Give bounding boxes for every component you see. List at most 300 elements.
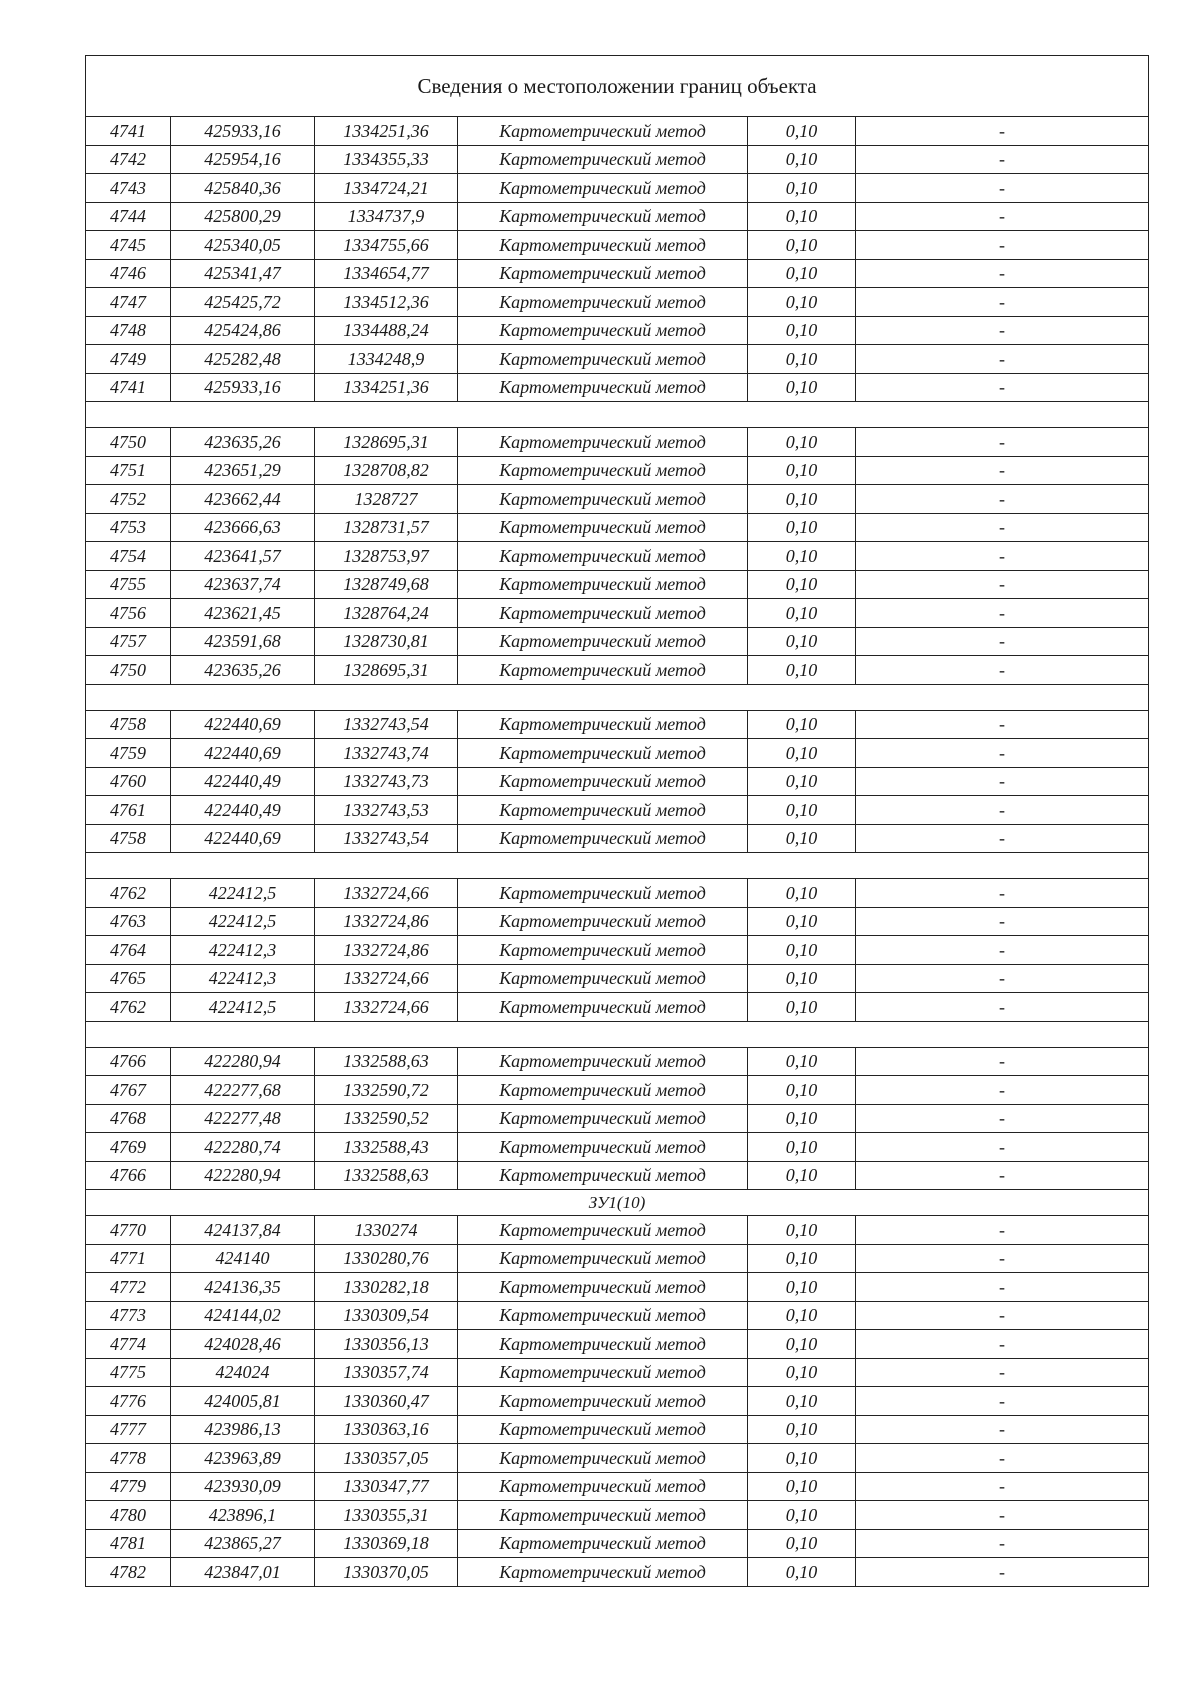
accuracy-cell: 0,10 — [748, 739, 856, 768]
accuracy-cell: 0,10 — [748, 202, 856, 231]
table-row — [86, 824, 1149, 853]
x-coordinate-cell: 423635,26 — [171, 428, 315, 457]
note-cell: - — [856, 288, 1149, 317]
point-id-cell: 4741 — [86, 373, 171, 402]
accuracy-cell: 0,10 — [748, 1558, 856, 1587]
x-coordinate-cell: 422412,3 — [171, 964, 315, 993]
method-cell: Картометрический метод — [458, 1244, 748, 1273]
y-coordinate-cell: 1332743,73 — [315, 767, 458, 796]
note-cell: - — [856, 879, 1149, 908]
method-cell: Картометрический метод — [458, 316, 748, 345]
table-row — [86, 1444, 1149, 1473]
separator-row — [86, 402, 1149, 428]
note-cell: - — [856, 1358, 1149, 1387]
table-row — [86, 570, 1149, 599]
note-cell: - — [856, 936, 1149, 965]
table-row — [86, 1387, 1149, 1416]
y-coordinate-cell: 1328753,97 — [315, 542, 458, 571]
point-id-cell: 4750 — [86, 428, 171, 457]
table-row — [86, 710, 1149, 739]
table-row — [86, 485, 1149, 514]
x-coordinate-cell: 422440,69 — [171, 824, 315, 853]
note-cell: - — [856, 542, 1149, 571]
table-row — [86, 259, 1149, 288]
y-coordinate-cell: 1332724,66 — [315, 964, 458, 993]
method-cell: Картометрический метод — [458, 231, 748, 260]
method-cell: Картометрический метод — [458, 456, 748, 485]
table-row — [86, 1558, 1149, 1587]
separator-cell — [86, 1021, 1149, 1047]
accuracy-cell: 0,10 — [748, 824, 856, 853]
accuracy-cell: 0,10 — [748, 936, 856, 965]
accuracy-cell: 0,10 — [748, 767, 856, 796]
point-id-cell: 4756 — [86, 599, 171, 628]
note-cell: - — [856, 345, 1149, 374]
note-cell: - — [856, 964, 1149, 993]
point-id-cell: 4758 — [86, 824, 171, 853]
y-coordinate-cell: 1328727 — [315, 485, 458, 514]
x-coordinate-cell: 423635,26 — [171, 656, 315, 685]
x-coordinate-cell: 422280,94 — [171, 1047, 315, 1076]
note-cell: - — [856, 373, 1149, 402]
method-cell: Картометрический метод — [458, 964, 748, 993]
note-cell: - — [856, 1047, 1149, 1076]
accuracy-cell: 0,10 — [748, 456, 856, 485]
x-coordinate-cell: 422412,5 — [171, 879, 315, 908]
document-title: Сведения о местоположении границ объекта — [86, 56, 1149, 117]
point-id-cell: 4767 — [86, 1076, 171, 1105]
y-coordinate-cell: 1330309,54 — [315, 1301, 458, 1330]
y-coordinate-cell: 1330357,05 — [315, 1444, 458, 1473]
method-cell: Картометрический метод — [458, 1387, 748, 1416]
point-id-cell: 4744 — [86, 202, 171, 231]
method-cell: Картометрический метод — [458, 796, 748, 825]
x-coordinate-cell: 425341,47 — [171, 259, 315, 288]
method-cell: Картометрический метод — [458, 202, 748, 231]
x-coordinate-cell: 425282,48 — [171, 345, 315, 374]
accuracy-cell: 0,10 — [748, 1387, 856, 1416]
x-coordinate-cell: 424028,46 — [171, 1330, 315, 1359]
x-coordinate-cell: 424005,81 — [171, 1387, 315, 1416]
table-row — [86, 627, 1149, 656]
accuracy-cell: 0,10 — [748, 1501, 856, 1530]
note-cell: - — [856, 1244, 1149, 1273]
x-coordinate-cell: 424137,84 — [171, 1216, 315, 1245]
table-row — [86, 145, 1149, 174]
method-cell: Картометрический метод — [458, 117, 748, 146]
table-row — [86, 1529, 1149, 1558]
accuracy-cell: 0,10 — [748, 1301, 856, 1330]
note-cell: - — [856, 767, 1149, 796]
accuracy-cell: 0,10 — [748, 1273, 856, 1302]
method-cell: Картометрический метод — [458, 1273, 748, 1302]
table-row — [86, 767, 1149, 796]
note-cell: - — [856, 1301, 1149, 1330]
note-cell: - — [856, 739, 1149, 768]
accuracy-cell: 0,10 — [748, 345, 856, 374]
method-cell: Картометрический метод — [458, 145, 748, 174]
table-row — [86, 1133, 1149, 1162]
x-coordinate-cell: 422440,49 — [171, 767, 315, 796]
separator-row — [86, 853, 1149, 879]
note-cell: - — [856, 1104, 1149, 1133]
accuracy-cell: 0,10 — [748, 373, 856, 402]
y-coordinate-cell: 1332590,52 — [315, 1104, 458, 1133]
x-coordinate-cell: 422412,5 — [171, 907, 315, 936]
y-coordinate-cell: 1334737,9 — [315, 202, 458, 231]
y-coordinate-cell: 1334512,36 — [315, 288, 458, 317]
accuracy-cell: 0,10 — [748, 710, 856, 739]
table-row — [86, 1501, 1149, 1530]
accuracy-cell: 0,10 — [748, 1472, 856, 1501]
y-coordinate-cell: 1334248,9 — [315, 345, 458, 374]
point-id-cell: 4748 — [86, 316, 171, 345]
note-cell: - — [856, 1501, 1149, 1530]
method-cell: Картометрический метод — [458, 570, 748, 599]
y-coordinate-cell: 1334654,77 — [315, 259, 458, 288]
method-cell: Картометрический метод — [458, 710, 748, 739]
x-coordinate-cell: 422277,48 — [171, 1104, 315, 1133]
point-id-cell: 4764 — [86, 936, 171, 965]
accuracy-cell: 0,10 — [748, 288, 856, 317]
point-id-cell: 4742 — [86, 145, 171, 174]
table-row — [86, 373, 1149, 402]
table-row — [86, 231, 1149, 260]
accuracy-cell: 0,10 — [748, 174, 856, 203]
x-coordinate-cell: 422412,5 — [171, 993, 315, 1022]
table-row — [86, 1415, 1149, 1444]
y-coordinate-cell: 1334251,36 — [315, 373, 458, 402]
note-cell: - — [856, 1558, 1149, 1587]
section-row — [86, 1190, 1149, 1216]
note-cell: - — [856, 627, 1149, 656]
table-row — [86, 513, 1149, 542]
method-cell: Картометрический метод — [458, 1501, 748, 1530]
point-id-cell: 4759 — [86, 739, 171, 768]
point-id-cell: 4763 — [86, 907, 171, 936]
x-coordinate-cell: 425800,29 — [171, 202, 315, 231]
table-row — [86, 656, 1149, 685]
y-coordinate-cell: 1332743,53 — [315, 796, 458, 825]
accuracy-cell: 0,10 — [748, 316, 856, 345]
accuracy-cell: 0,10 — [748, 1330, 856, 1359]
table-row — [86, 316, 1149, 345]
accuracy-cell: 0,10 — [748, 1161, 856, 1190]
point-id-cell: 4768 — [86, 1104, 171, 1133]
separator-row — [86, 1021, 1149, 1047]
x-coordinate-cell: 425424,86 — [171, 316, 315, 345]
point-id-cell: 4745 — [86, 231, 171, 260]
x-coordinate-cell: 423637,74 — [171, 570, 315, 599]
point-id-cell: 4762 — [86, 879, 171, 908]
x-coordinate-cell: 423591,68 — [171, 627, 315, 656]
note-cell: - — [856, 656, 1149, 685]
method-cell: Картометрический метод — [458, 1415, 748, 1444]
method-cell: Картометрический метод — [458, 993, 748, 1022]
note-cell: - — [856, 1133, 1149, 1162]
table-row — [86, 1358, 1149, 1387]
y-coordinate-cell: 1330356,13 — [315, 1330, 458, 1359]
table-row — [86, 599, 1149, 628]
note-cell: - — [856, 824, 1149, 853]
accuracy-cell: 0,10 — [748, 428, 856, 457]
note-cell: - — [856, 316, 1149, 345]
y-coordinate-cell: 1332724,66 — [315, 993, 458, 1022]
y-coordinate-cell: 1332724,86 — [315, 907, 458, 936]
table-row — [86, 993, 1149, 1022]
method-cell: Картометрический метод — [458, 767, 748, 796]
y-coordinate-cell: 1332743,74 — [315, 739, 458, 768]
x-coordinate-cell: 422412,3 — [171, 936, 315, 965]
accuracy-cell: 0,10 — [748, 231, 856, 260]
y-coordinate-cell: 1328731,57 — [315, 513, 458, 542]
x-coordinate-cell: 424024 — [171, 1358, 315, 1387]
method-cell: Картометрический метод — [458, 907, 748, 936]
y-coordinate-cell: 1330357,74 — [315, 1358, 458, 1387]
note-cell: - — [856, 1387, 1149, 1416]
x-coordinate-cell: 423865,27 — [171, 1529, 315, 1558]
point-id-cell: 4772 — [86, 1273, 171, 1302]
table-row — [86, 1047, 1149, 1076]
note-cell: - — [856, 1330, 1149, 1359]
x-coordinate-cell: 423641,57 — [171, 542, 315, 571]
x-coordinate-cell: 422440,69 — [171, 710, 315, 739]
point-id-cell: 4774 — [86, 1330, 171, 1359]
accuracy-cell: 0,10 — [748, 1216, 856, 1245]
point-id-cell: 4752 — [86, 485, 171, 514]
y-coordinate-cell: 1332724,86 — [315, 936, 458, 965]
method-cell: Картометрический метод — [458, 288, 748, 317]
method-cell: Картометрический метод — [458, 1330, 748, 1359]
method-cell: Картометрический метод — [458, 1301, 748, 1330]
note-cell: - — [856, 456, 1149, 485]
accuracy-cell: 0,10 — [748, 513, 856, 542]
table-body — [86, 56, 1149, 1587]
y-coordinate-cell: 1332743,54 — [315, 824, 458, 853]
accuracy-cell: 0,10 — [748, 145, 856, 174]
note-cell: - — [856, 259, 1149, 288]
y-coordinate-cell: 1330360,47 — [315, 1387, 458, 1416]
y-coordinate-cell: 1332724,66 — [315, 879, 458, 908]
y-coordinate-cell: 1332588,63 — [315, 1161, 458, 1190]
point-id-cell: 4771 — [86, 1244, 171, 1273]
note-cell: - — [856, 1273, 1149, 1302]
table-row — [86, 345, 1149, 374]
accuracy-cell: 0,10 — [748, 1529, 856, 1558]
method-cell: Картометрический метод — [458, 1444, 748, 1473]
y-coordinate-cell: 1334724,21 — [315, 174, 458, 203]
accuracy-cell: 0,10 — [748, 1244, 856, 1273]
point-id-cell: 4747 — [86, 288, 171, 317]
x-coordinate-cell: 423621,45 — [171, 599, 315, 628]
point-id-cell: 4751 — [86, 456, 171, 485]
x-coordinate-cell: 425933,16 — [171, 373, 315, 402]
y-coordinate-cell: 1328730,81 — [315, 627, 458, 656]
table-row — [86, 1244, 1149, 1273]
x-coordinate-cell: 422440,49 — [171, 796, 315, 825]
y-coordinate-cell: 1334251,36 — [315, 117, 458, 146]
x-coordinate-cell: 425425,72 — [171, 288, 315, 317]
point-id-cell: 4780 — [86, 1501, 171, 1530]
y-coordinate-cell: 1330369,18 — [315, 1529, 458, 1558]
method-cell: Картометрический метод — [458, 1076, 748, 1105]
y-coordinate-cell: 1330363,16 — [315, 1415, 458, 1444]
table-row — [86, 456, 1149, 485]
table-row — [86, 428, 1149, 457]
accuracy-cell: 0,10 — [748, 1133, 856, 1162]
accuracy-cell: 0,10 — [748, 259, 856, 288]
accuracy-cell: 0,10 — [748, 879, 856, 908]
point-id-cell: 4781 — [86, 1529, 171, 1558]
accuracy-cell: 0,10 — [748, 656, 856, 685]
method-cell: Картометрический метод — [458, 1104, 748, 1133]
note-cell: - — [856, 710, 1149, 739]
point-id-cell: 4761 — [86, 796, 171, 825]
note-cell: - — [856, 231, 1149, 260]
point-id-cell: 4753 — [86, 513, 171, 542]
y-coordinate-cell: 1328695,31 — [315, 656, 458, 685]
y-coordinate-cell: 1334355,33 — [315, 145, 458, 174]
y-coordinate-cell: 1330347,77 — [315, 1472, 458, 1501]
point-id-cell: 4760 — [86, 767, 171, 796]
x-coordinate-cell: 422440,69 — [171, 739, 315, 768]
y-coordinate-cell: 1330274 — [315, 1216, 458, 1245]
method-cell: Картометрический метод — [458, 824, 748, 853]
y-coordinate-cell: 1330370,05 — [315, 1558, 458, 1587]
y-coordinate-cell: 1332590,72 — [315, 1076, 458, 1105]
x-coordinate-cell: 423963,89 — [171, 1444, 315, 1473]
accuracy-cell: 0,10 — [748, 599, 856, 628]
x-coordinate-cell: 423986,13 — [171, 1415, 315, 1444]
method-cell: Картометрический метод — [458, 879, 748, 908]
separator-cell — [86, 853, 1149, 879]
y-coordinate-cell: 1330280,76 — [315, 1244, 458, 1273]
y-coordinate-cell: 1332588,63 — [315, 1047, 458, 1076]
point-id-cell: 4750 — [86, 656, 171, 685]
accuracy-cell: 0,10 — [748, 117, 856, 146]
point-id-cell: 4775 — [86, 1358, 171, 1387]
table-row — [86, 1301, 1149, 1330]
x-coordinate-cell: 425340,05 — [171, 231, 315, 260]
x-coordinate-cell: 425954,16 — [171, 145, 315, 174]
y-coordinate-cell: 1328764,24 — [315, 599, 458, 628]
note-cell: - — [856, 202, 1149, 231]
method-cell: Картометрический метод — [458, 485, 748, 514]
point-id-cell: 4773 — [86, 1301, 171, 1330]
table-row — [86, 288, 1149, 317]
point-id-cell: 4766 — [86, 1047, 171, 1076]
accuracy-cell: 0,10 — [748, 542, 856, 571]
method-cell: Картометрический метод — [458, 174, 748, 203]
point-id-cell: 4782 — [86, 1558, 171, 1587]
note-cell: - — [856, 428, 1149, 457]
note-cell: - — [856, 1529, 1149, 1558]
accuracy-cell: 0,10 — [748, 1415, 856, 1444]
point-id-cell: 4770 — [86, 1216, 171, 1245]
point-id-cell: 4778 — [86, 1444, 171, 1473]
method-cell: Картометрический метод — [458, 428, 748, 457]
method-cell: Картометрический метод — [458, 373, 748, 402]
note-cell: - — [856, 1076, 1149, 1105]
method-cell: Картометрический метод — [458, 1216, 748, 1245]
y-coordinate-cell: 1328708,82 — [315, 456, 458, 485]
note-cell: - — [856, 796, 1149, 825]
note-cell: - — [856, 117, 1149, 146]
table-row — [86, 907, 1149, 936]
x-coordinate-cell: 422280,74 — [171, 1133, 315, 1162]
x-coordinate-cell: 422280,94 — [171, 1161, 315, 1190]
method-cell: Картометрический метод — [458, 1133, 748, 1162]
accuracy-cell: 0,10 — [748, 993, 856, 1022]
x-coordinate-cell: 425933,16 — [171, 117, 315, 146]
method-cell: Картометрический метод — [458, 259, 748, 288]
x-coordinate-cell: 423662,44 — [171, 485, 315, 514]
method-cell: Картометрический метод — [458, 513, 748, 542]
accuracy-cell: 0,10 — [748, 796, 856, 825]
point-id-cell: 4746 — [86, 259, 171, 288]
point-id-cell: 4741 — [86, 117, 171, 146]
table-row — [86, 936, 1149, 965]
point-id-cell: 4762 — [86, 993, 171, 1022]
note-cell: - — [856, 513, 1149, 542]
point-id-cell: 4755 — [86, 570, 171, 599]
title-row — [86, 56, 1149, 117]
x-coordinate-cell: 423847,01 — [171, 1558, 315, 1587]
y-coordinate-cell: 1330282,18 — [315, 1273, 458, 1302]
table-row — [86, 739, 1149, 768]
table-row — [86, 202, 1149, 231]
method-cell: Картометрический метод — [458, 1472, 748, 1501]
method-cell: Картометрический метод — [458, 345, 748, 374]
boundary-coordinates-table — [85, 55, 1149, 1587]
accuracy-cell: 0,10 — [748, 570, 856, 599]
y-coordinate-cell: 1328749,68 — [315, 570, 458, 599]
x-coordinate-cell: 423896,1 — [171, 1501, 315, 1530]
note-cell: - — [856, 1161, 1149, 1190]
accuracy-cell: 0,10 — [748, 1104, 856, 1133]
x-coordinate-cell: 423930,09 — [171, 1472, 315, 1501]
table-row — [86, 796, 1149, 825]
table-row — [86, 1161, 1149, 1190]
note-cell: - — [856, 1415, 1149, 1444]
accuracy-cell: 0,10 — [748, 964, 856, 993]
table-row — [86, 964, 1149, 993]
note-cell: - — [856, 1444, 1149, 1473]
table-row — [86, 542, 1149, 571]
note-cell: - — [856, 907, 1149, 936]
y-coordinate-cell: 1330355,31 — [315, 1501, 458, 1530]
point-id-cell: 4769 — [86, 1133, 171, 1162]
method-cell: Картометрический метод — [458, 1358, 748, 1387]
table-row — [86, 117, 1149, 146]
point-id-cell: 4777 — [86, 1415, 171, 1444]
note-cell: - — [856, 570, 1149, 599]
point-id-cell: 4779 — [86, 1472, 171, 1501]
note-cell: - — [856, 145, 1149, 174]
method-cell: Картометрический метод — [458, 1529, 748, 1558]
point-id-cell: 4766 — [86, 1161, 171, 1190]
table-row — [86, 1076, 1149, 1105]
table-row — [86, 1216, 1149, 1245]
x-coordinate-cell: 423666,63 — [171, 513, 315, 542]
y-coordinate-cell: 1332588,43 — [315, 1133, 458, 1162]
point-id-cell: 4776 — [86, 1387, 171, 1416]
point-id-cell: 4749 — [86, 345, 171, 374]
separator-row — [86, 684, 1149, 710]
note-cell: - — [856, 485, 1149, 514]
y-coordinate-cell: 1328695,31 — [315, 428, 458, 457]
x-coordinate-cell: 422277,68 — [171, 1076, 315, 1105]
